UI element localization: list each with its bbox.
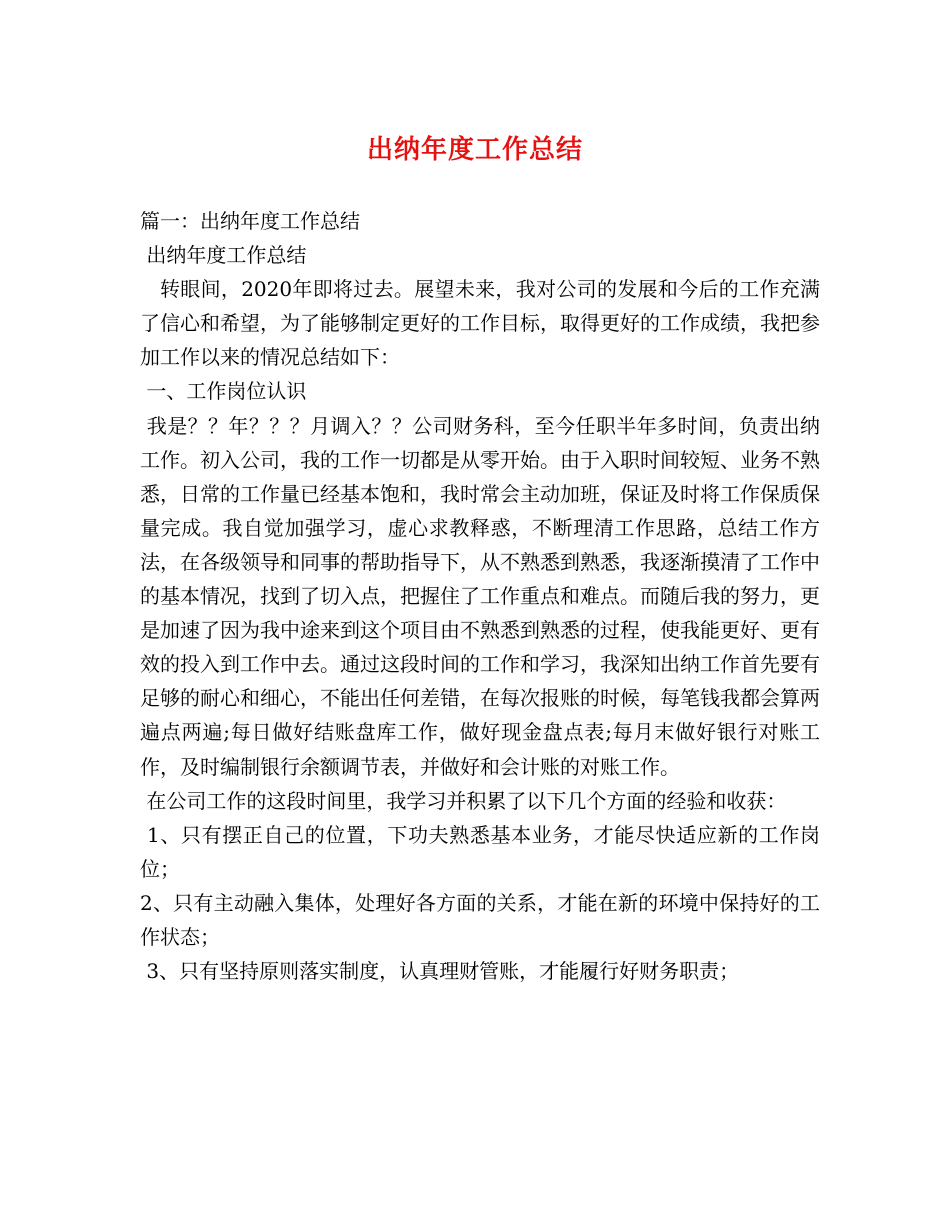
document-body (140, 204, 820, 988)
list-item: 1、只有摆正自己的位置，下功夫熟悉基本业务，才能尽快适应新的工作岗位； (140, 822, 820, 881)
list-item: 3、只有坚持原则落实制度，认真理财管账，才能履行好财务职责； (140, 959, 740, 984)
subtitle: 出纳年度工作总结 (140, 243, 307, 268)
section-heading: 篇一：出纳年度工作总结 (140, 209, 360, 233)
document-title: 出纳年度工作总结 (366, 135, 583, 165)
body-paragraph: 我是？？年？？？月调入？？公司财务科，至今任职半年多时间，负责出纳工作。初入公司，我的工作一切都是从零开始。由于入职时间较短、业务不熟悉，日常的工作量已经基本饱和，我时常会主动加班，保证及时将工作保质保量完成。我自觉加强学习，虚心求教释惑，不断理清工作思路，总结工作方法，在各级领导和同事的帮助指导下，从不熟悉到熟悉，我逐渐摸清了工作中的基本情况，找到了切入点，把握住了工作重点和难点。而随后我的努力，更是加速了因为我中途来到这个项目由不熟悉到熟悉的过程，使我能更好、更有效的投入到工作中去。通过这段时间的工作和学习，我深知出纳工作首先要有足够的耐心和细心，不能出任何差错，在每次报账的时候，每笔钱我都会算两遍点两遍;每日做好结账盘库工作，做好现金盘点表;每月末做好银行对账工作，及时编制银行余额调节表，并做好和会计账的对账工作。 (140, 413, 821, 779)
list-item: 2、只有主动融入集体，处理好各方面的关系，才能在新的环境中保持好的工作状态； (140, 890, 820, 949)
body-paragraph: 在公司工作的这段时间里，我学习并积累了以下几个方面的经验和收获： (140, 788, 787, 813)
intro-paragraph: 转眼间，2020年即将过去。展望未来，我对公司的发展和今后的工作充满了信心和希望，为了能够制定更好的工作目标，取得更好的工作成绩，我把参加工作以来的情况总结如下： (140, 277, 820, 370)
section-heading: 一、工作岗位认识 (140, 379, 307, 404)
